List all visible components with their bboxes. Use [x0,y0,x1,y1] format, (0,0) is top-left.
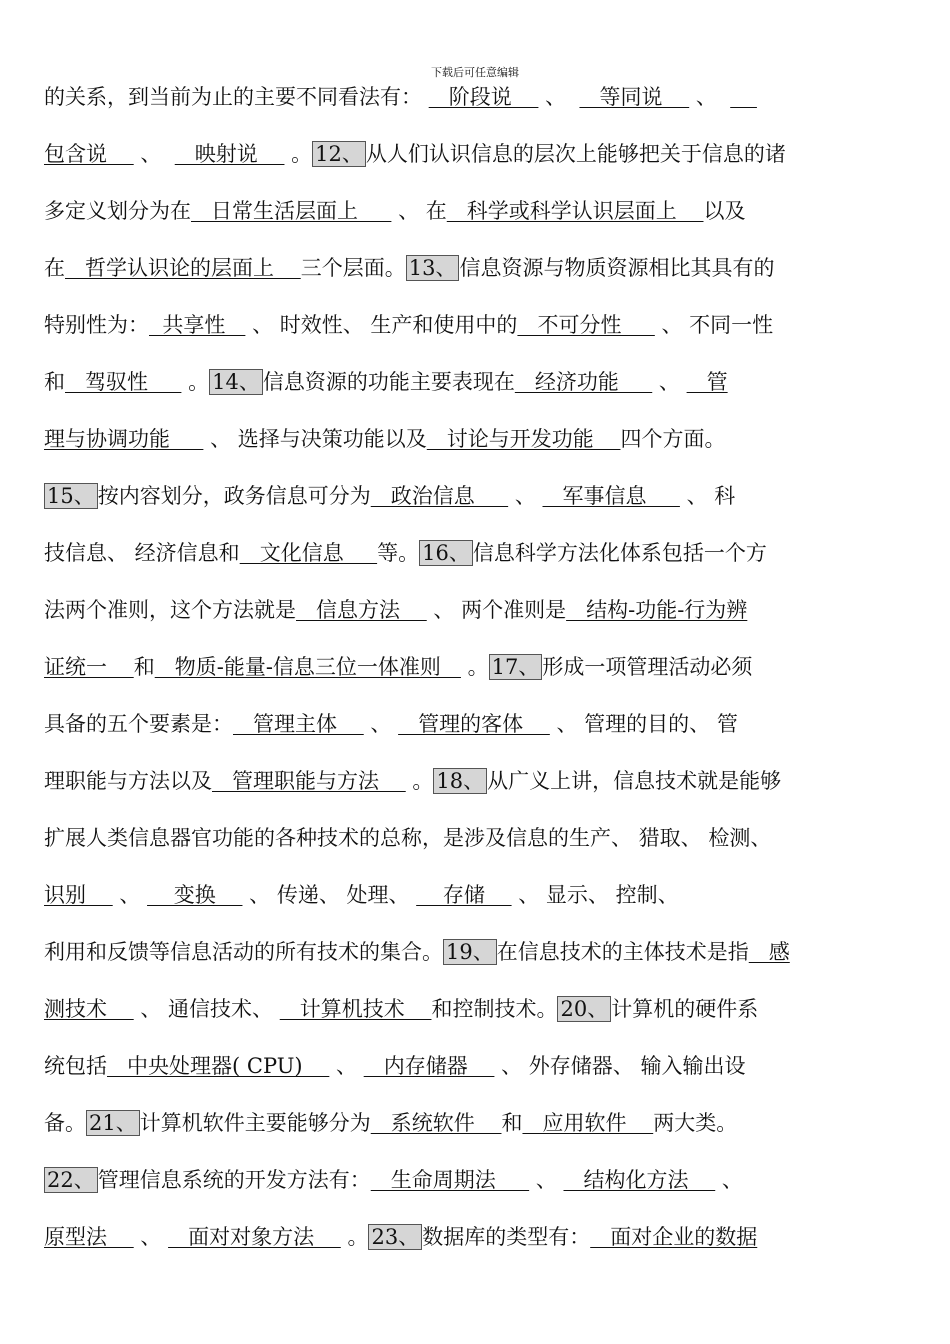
question-number: 16、 [419,540,473,566]
text-line [44,1165,904,1195]
text-line [44,595,904,625]
fill-in-answer: 信息方法 [296,598,427,622]
question-text: 、 两个准则是 [426,598,567,622]
text-line [44,82,904,112]
question-text: 。 [405,769,434,793]
page-header-note: 下载后可任意编辑 [431,66,519,79]
question-text: 统包括 [44,1054,107,1078]
question-text: 、 管理的目的、 管 [549,712,738,736]
question-number: 15、 [44,483,98,509]
text-line [44,880,904,910]
question-text: 在 [44,256,65,280]
question-text: 、 [112,883,148,907]
text-line [44,709,904,739]
question-text: 特别性为： [44,313,149,337]
question-text: 、 [329,1054,364,1078]
question-text: 、 显示、 控制、 [511,883,679,907]
fill-in-answer: 管 [686,370,728,394]
question-text: 、 不同一性 [654,313,774,337]
question-number: 20、 [557,996,611,1022]
question-number: 23、 [368,1224,422,1250]
fill-in-answer: 原型法 [44,1225,134,1249]
fill-in-answer: 管理职能与方法 [212,769,406,793]
fill-in-answer: 变换 [147,883,243,907]
question-text: 信息资源与物质资源相比其具有的 [459,256,775,280]
fill-in-answer: 政治信息 [370,484,509,508]
question-text: 、 [715,1168,743,1192]
question-text: 多定义划分为在 [44,199,191,223]
question-text: 、 [508,484,543,508]
question-text: 、 通信技术、 [133,997,280,1021]
fill-in-answer: 经济功能 [514,370,653,394]
text-line [44,1051,904,1081]
question-text: 数据库的类型有： [422,1225,591,1249]
question-text: 、 在 [391,199,447,223]
question-text: 在信息技术的主体技术是指 [496,940,749,964]
question-number: 17、 [489,654,543,680]
question-text: 、 传递、 处理、 [242,883,417,907]
question-text: 、 [363,712,399,736]
question-number: 13、 [406,255,460,281]
fill-in-answer: 测技术 [44,997,134,1021]
text-line [44,766,904,796]
question-text: 和 [44,370,65,394]
question-text: 和控制技术。 [431,997,558,1021]
text-line [44,310,904,340]
text-line [44,253,904,283]
question-text: 的关系，到当前为止的主要不同看法有： [44,85,429,109]
fill-in-answer: 存储 [416,883,512,907]
fill-in-answer: 共享性 [149,313,246,337]
text-line [44,1222,904,1252]
fill-in-answer: 结构-功能-行为辨 [566,598,748,622]
question-text: 和 [501,1111,523,1135]
fill-in-answer: 军事信息 [542,484,680,508]
question-text: 。 [340,1225,369,1249]
question-text: 理职能与方法以及 [44,769,212,793]
text-line [44,652,904,682]
fill-in-answer: 计算机技术 [279,997,432,1021]
fill-in-answer: 哲学认识论的层面上 [65,256,301,280]
text-line [44,424,904,454]
question-text: 法两个准则，这个方法就是 [44,598,296,622]
fill-in-answer: 阶段说 [428,85,539,109]
question-text: 。 [460,655,489,679]
fill-in-answer: 科学或科学认识层面上 [446,199,704,223]
fill-in-answer: 证统一 [44,655,134,679]
fill-in-answer: 面对企业的数据 [590,1225,758,1249]
text-line [44,538,904,568]
question-text: 两大类。 [653,1111,738,1135]
fill-in-answer: 理与协调功能 [44,427,204,451]
question-text: 、 [133,142,175,166]
fill-in-answer: 识别 [44,883,113,907]
question-text: 按内容划分，政务信息可分为 [97,484,371,508]
question-text: 管理信息系统的开发方法有： [97,1168,371,1192]
fill-in-answer [730,85,757,109]
question-text: 。 [284,142,313,166]
fill-in-answer: 应用软件 [522,1111,654,1135]
question-text: 、 外存储器、 输入输出设 [494,1054,746,1078]
question-text: 计算机的硬件系 [611,997,759,1021]
fill-in-answer: 系统软件 [370,1111,502,1135]
question-text: 计算机软件主要能够分为 [139,1111,371,1135]
question-text: 三个层面。 [300,256,406,280]
text-line [44,823,904,853]
fill-in-answer: 中央处理器( CPU) [107,1054,330,1078]
text-line [44,139,904,169]
question-number: 12、 [312,141,366,167]
fill-in-answer: 等同说 [579,85,690,109]
text-line [44,367,904,397]
question-text: 具备的五个要素是： [44,712,233,736]
fill-in-answer: 文化信息 [239,541,378,565]
question-text: 、 选择与决策功能以及 [203,427,427,451]
question-text: 。 [181,370,210,394]
fill-in-answer: 日常生活层面上 [191,199,392,223]
question-text: 、 科 [679,484,736,508]
question-text: 、 [538,85,580,109]
question-text: 四个方面。 [620,427,726,451]
fill-in-answer: 感 [748,940,790,964]
text-line [44,481,904,511]
question-text: 技信息、 经济信息和 [44,541,240,565]
text-line [44,196,904,226]
fill-in-answer: 物质-能量-信息三位一体准则 [154,655,461,679]
question-text: 扩展人类信息器官功能的各种技术的总称，是涉及信息的生产、 猎取、 检测、 [44,826,772,850]
question-text: 从广义上讲，信息技术就是能够 [487,769,782,793]
question-number: 19、 [443,939,497,965]
fill-in-answer: 结构化方法 [563,1168,716,1192]
fill-in-answer: 不可分性 [517,313,655,337]
fill-in-answer: 生命周期法 [370,1168,530,1192]
fill-in-answer: 面对对象方法 [168,1225,341,1249]
question-text: 、 [652,370,687,394]
question-text: 信息科学方法化体系包括一个方 [472,541,767,565]
fill-in-answer: 映射说 [174,142,285,166]
text-line [44,1108,904,1138]
question-number: 22、 [44,1167,98,1193]
fill-in-answer: 讨论与开发功能 [426,427,621,451]
question-text: 从人们认识信息的层次上能够把关于信息的诸 [365,142,786,166]
question-text: 信息资源的功能主要表现在 [262,370,515,394]
question-text: 形成一项管理活动必须 [542,655,753,679]
text-line [44,937,904,967]
question-text: 、 [689,85,731,109]
fill-in-answer: 管理主体 [233,712,364,736]
fill-in-answer: 管理的客体 [398,712,550,736]
question-number: 21、 [86,1110,140,1136]
question-text: 等。 [377,541,420,565]
fill-in-answer: 内存储器 [363,1054,495,1078]
fill-in-answer: 驾驭性 [65,370,182,394]
question-text: 和 [133,655,155,679]
question-text: 利用和反馈等信息活动的所有技术的集合。 [44,940,443,964]
question-number: 18、 [433,768,487,794]
question-text: 、 时效性、 生产和使用中的 [245,313,518,337]
question-text: 备。 [44,1111,86,1135]
fill-in-answer: 包含说 [44,142,134,166]
question-number: 14、 [209,369,263,395]
question-text: 以及 [703,199,746,223]
question-text: 、 [133,1225,169,1249]
question-text: 、 [529,1168,564,1192]
text-line [44,994,904,1024]
